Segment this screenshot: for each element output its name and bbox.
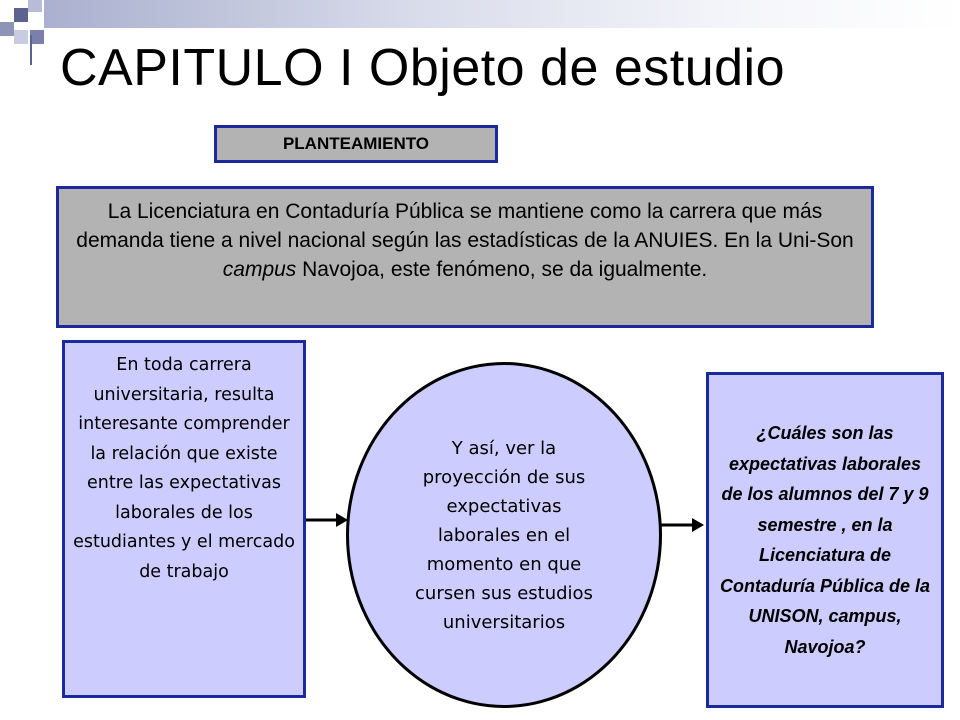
context-box bbox=[62, 340, 306, 698]
problem-statement-box bbox=[56, 186, 874, 328]
title-accent-line bbox=[30, 35, 32, 65]
page-title: CAPITULO I Objeto de estudio bbox=[60, 39, 786, 97]
decorative-square bbox=[30, 30, 44, 44]
arrow-right-icon bbox=[306, 511, 350, 529]
decorative-square bbox=[28, 0, 42, 12]
projection-text: Y así, ver la proyección de sus expectativas laborales en el momento en que cursen sus estudios universitarios bbox=[415, 437, 593, 633]
projection-ellipse bbox=[346, 362, 662, 708]
statement-italic-word: campus bbox=[222, 258, 297, 281]
decorative-square bbox=[0, 22, 14, 36]
research-question-text: ¿Cuáles son las expectativas laborales de los alumnos del 7 y 9 semestre , en la Licenciatura de Contaduría Pública de la UNISON, campus, Navojoa? bbox=[719, 423, 931, 657]
context-text: En toda carrera universitaria, resulta interesante comprender la relación que existe entre las expectativas laborales de los estudiantes y el mercado de trabajo bbox=[73, 355, 295, 582]
research-question-box bbox=[706, 372, 944, 708]
statement-text-part2: Navojoa, este fenómeno, se da igualmente. bbox=[296, 258, 708, 281]
arrow-right-icon bbox=[660, 516, 706, 534]
section-label-box bbox=[214, 125, 498, 163]
section-label: PLANTEAMIENTO bbox=[282, 134, 430, 153]
header-gradient-bar bbox=[44, 0, 960, 28]
decorative-square bbox=[14, 8, 28, 22]
decorative-square bbox=[14, 30, 28, 44]
statement-text-part1: La Licenciatura en Contaduría Pública se mantiene como la carrera que más demanda tiene a nivel nacional según las estadísticas de la ANUIES. En la Uni-Son bbox=[76, 200, 854, 252]
